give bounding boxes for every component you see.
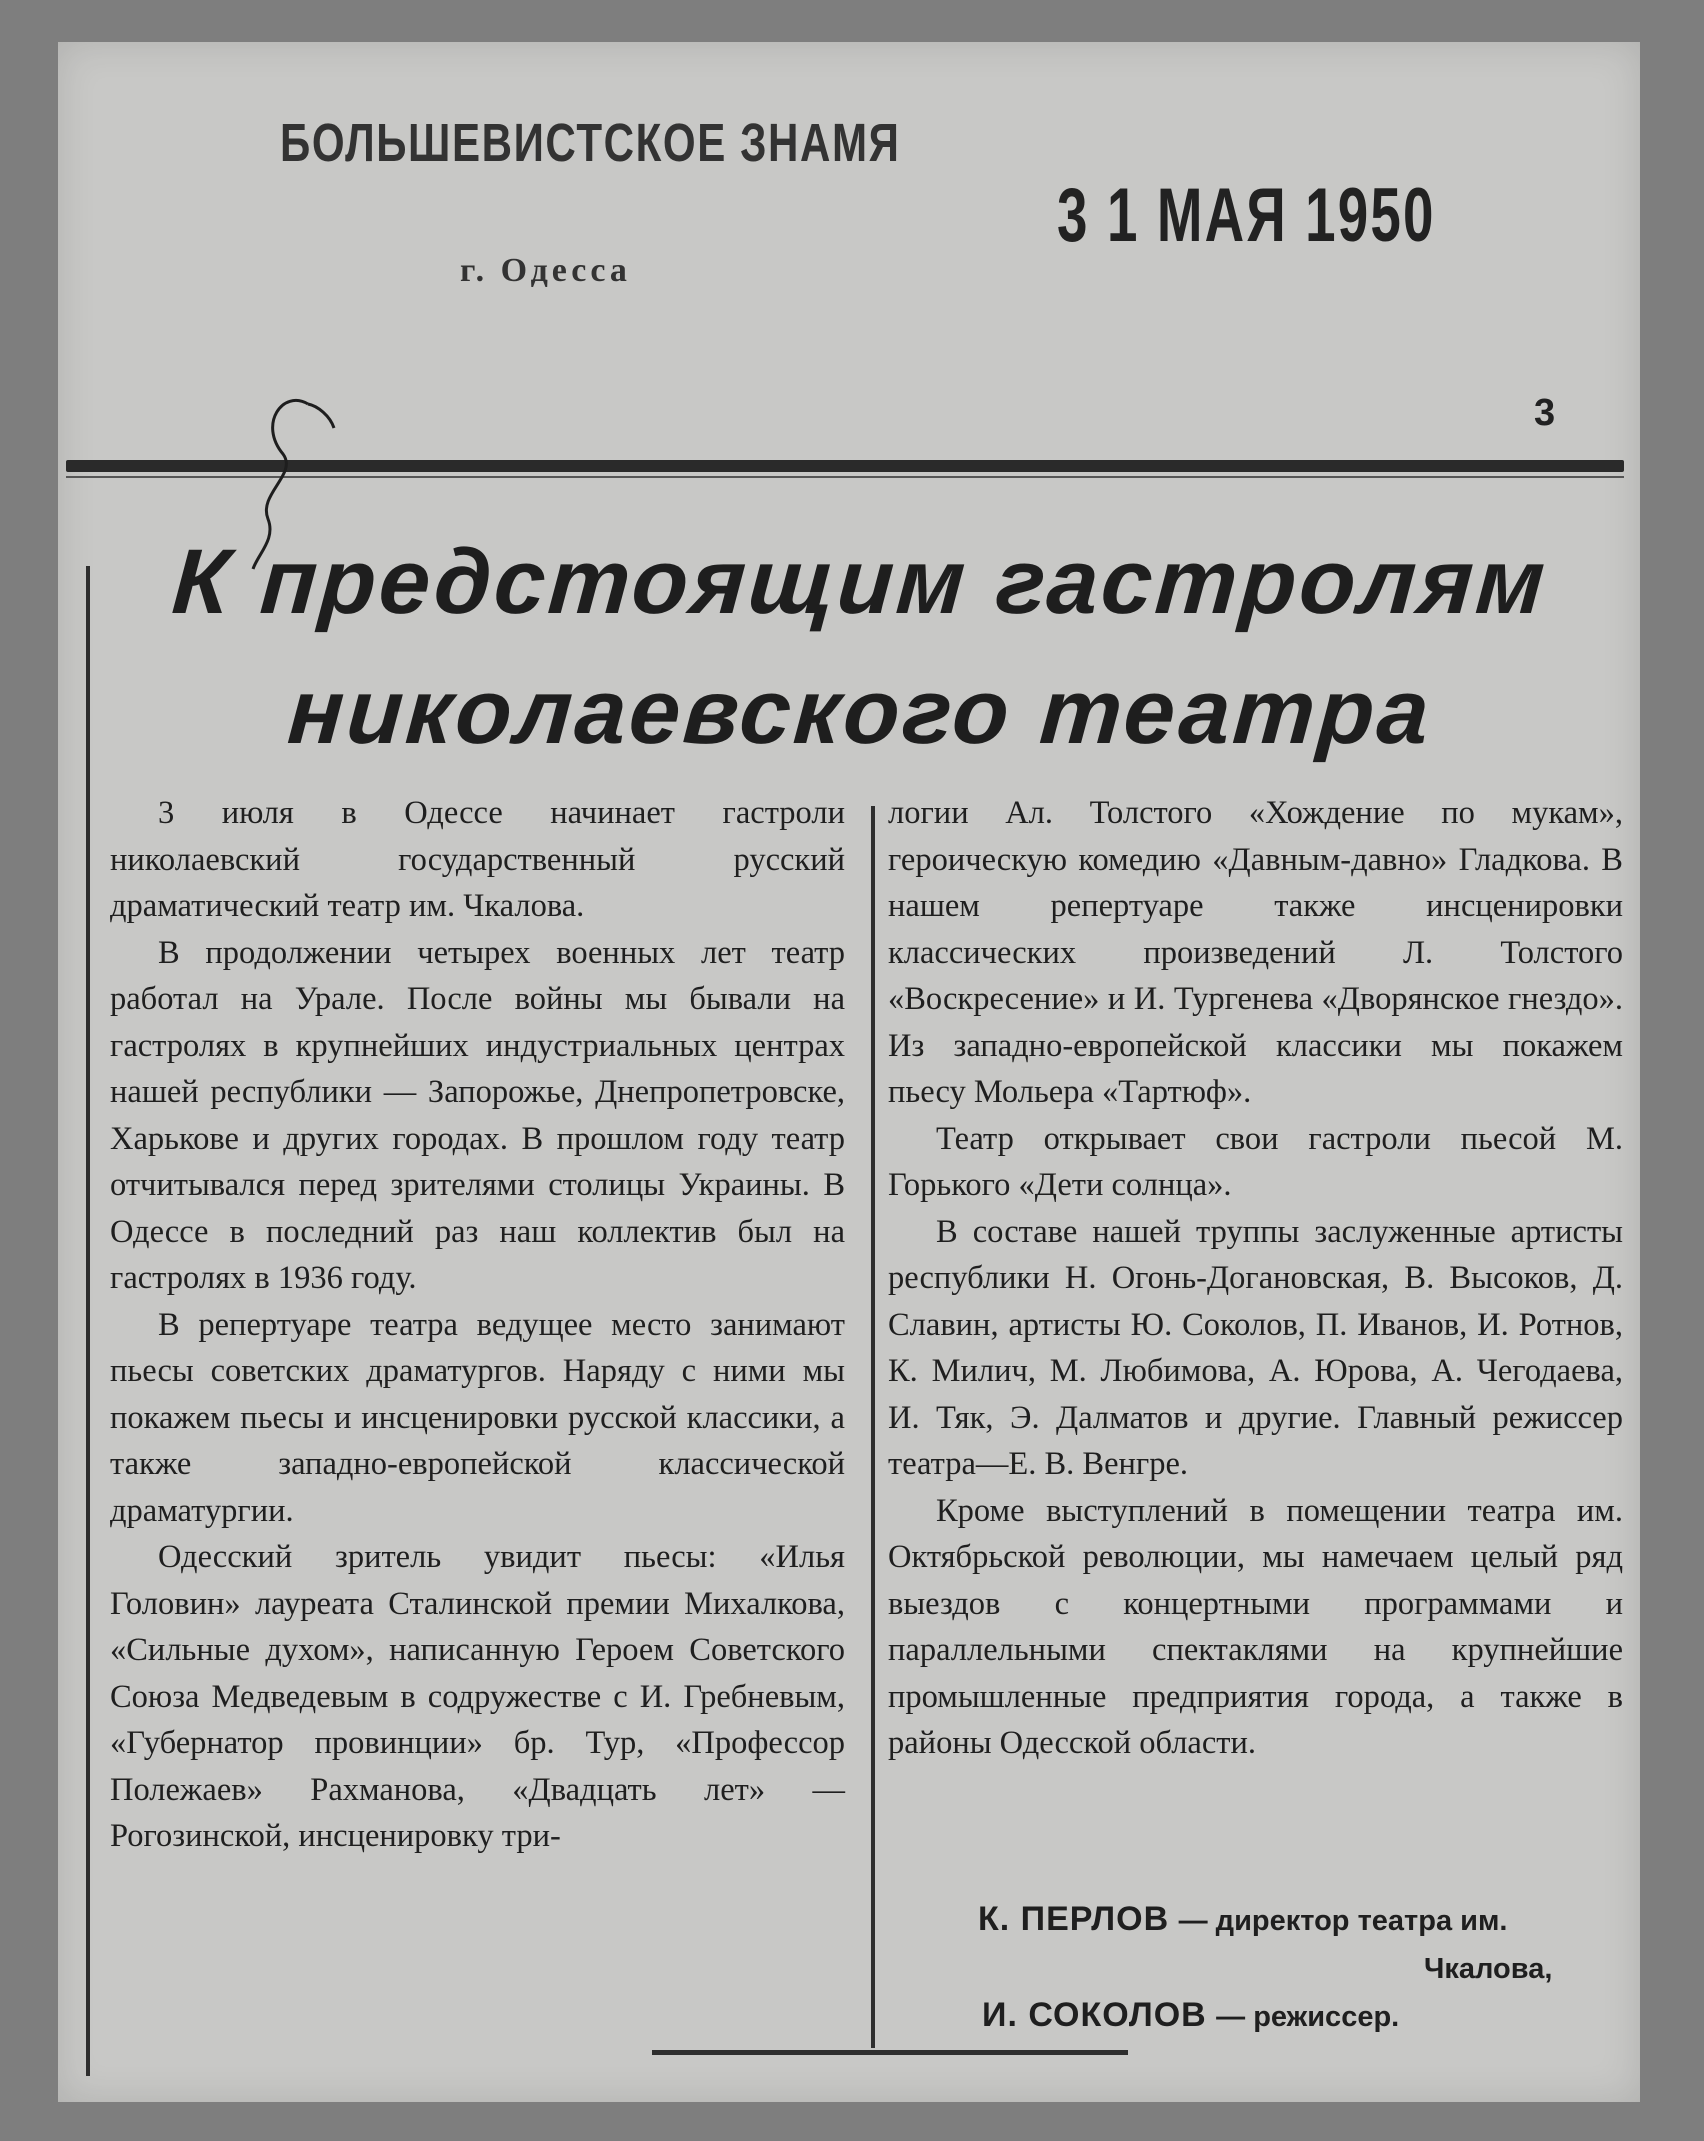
paragraph: В продолжении четырех военных лет театр работал на Урале. После войны мы бывали на гастролях в крупнейших индустриальных центрах нашей республики — Запорожье, Днепропетровске, Харькове и других городах. В прошлом году театр отчитывался перед зрителями столицы Украины. В Одессе в последний раз наш коллектив был на гастролях в 1936 году.: [110, 934, 845, 1296]
signature-perlov-role-cont: [1424, 1948, 1552, 1987]
page-number: 3: [1534, 392, 1556, 434]
paragraph: Театр открывает свои гастроли пьесой М. Горького «Дети солнца».: [888, 1120, 1623, 1203]
paragraph: Одесский зритель увидит пьесы: «Илья Головин» лауреата Сталинской премии Михалкова, «Сильные духом», написанную Героем Советского Союза Медведевым в содружестве с И. Гребневым, «Губернатор провинции» бр. Тур, «Профессор Полежаев» Рахманова, «Двадцать лет» — Рогозинской, инсценировку три-: [110, 1539, 845, 1854]
newspaper-name-stamp: БОЛЬШЕВИСТСКОЕ ЗНАМЯ: [280, 113, 901, 173]
paragraph: В репертуаре театра ведущее место занимают пьесы советских драматургов. Наряду с ними мы покажем пьесы и инсценировки русской классики, а также западно-европейской классической драматургии.: [110, 1306, 845, 1529]
headline-line-1: К предстоящим гастролям: [169, 531, 1551, 633]
left-column: [110, 790, 845, 1860]
paragraph: Кроме выступлений в помещении театра им. Октябрьской революции, мы намечаем целый ряд выездов с концертными программами и параллельными спектаклями на крупнейшие промышленные предприятия города, а также в районы Одесской области.: [888, 1492, 1623, 1761]
signature-sokolov: [982, 1996, 1399, 2035]
headline-line-2: николаевского театра: [284, 661, 1436, 763]
signature-role: — директор театра им.: [1178, 1905, 1508, 1937]
right-column: [888, 790, 1623, 1767]
signature-name: К. ПЕРЛОВ: [978, 1900, 1170, 1938]
city-stamp: г. Одесса: [460, 252, 631, 289]
paragraph: 3 июля в Одессе начинает гастроли николаевский государственный русский драматический театр им. Чкалова.: [110, 795, 845, 924]
paragraph: В составе нашей труппы заслуженные артисты республики Н. Огонь-Догановская, В. Высоков, Д. Славин, артисты Ю. Соколов, П. Иванов, И. Ротнов, К. Милич, М. Любимова, А. Юрова, А. Чегодаева, И. Тяк, Э. Далматов и другие. Главный режиссер театра—Е. В. Венгре.: [888, 1213, 1623, 1482]
signature-perlov: [978, 1900, 1507, 1939]
date-stamp: 3 1 МАЯ 1950: [1057, 173, 1436, 258]
paragraph-continuation: логии Ал. Толстого «Хождение по мукам», героическую комедию «Давным-давно» Гладкова. В нашем репертуаре также инсценировки классических произведений Л. Толстого «Воскресение» и И. Тургенева «Дворянское гнездо». Из западно-европейской классики мы покажем пьесу Мольера «Тартюф».: [888, 795, 1623, 1110]
signature-role: Чкалова,: [1424, 1953, 1553, 1985]
signature-role: — режиссер.: [1216, 2001, 1400, 2033]
left-margin-rule: [86, 566, 90, 2076]
signature-name: И. СОКОЛОВ: [982, 1996, 1207, 2034]
column-divider-rule: [871, 806, 875, 2048]
bottom-rule: [652, 2050, 1128, 2055]
